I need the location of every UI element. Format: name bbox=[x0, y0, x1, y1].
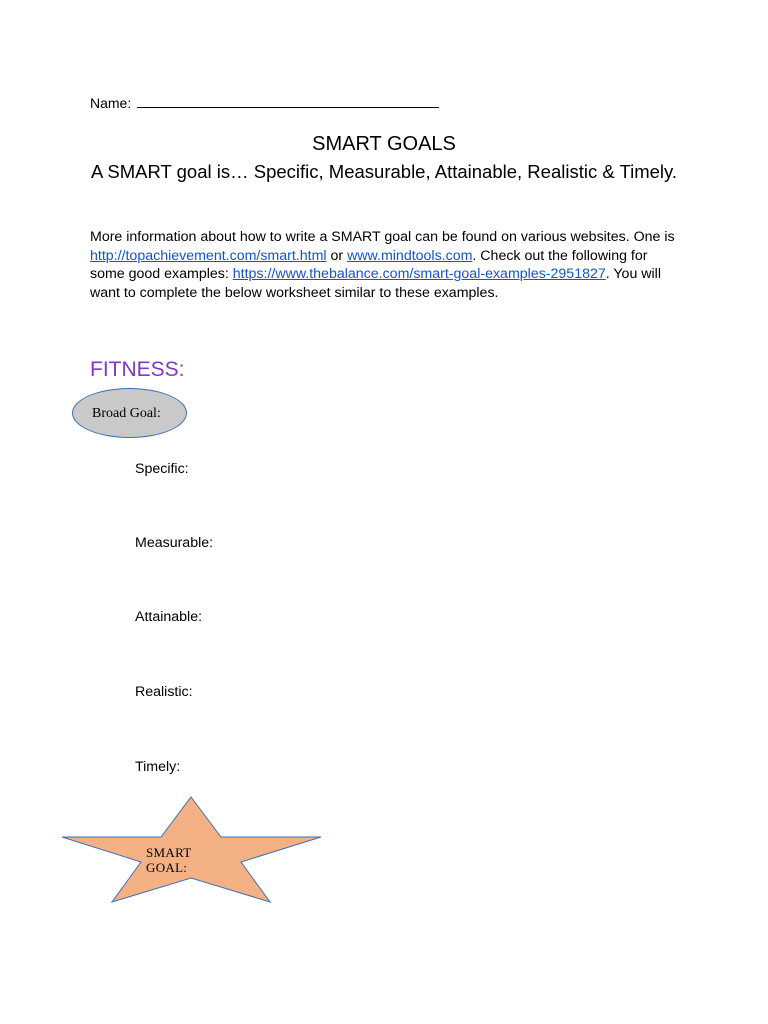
smart-goal-star bbox=[61, 796, 323, 904]
realistic-label: Realistic: bbox=[135, 684, 193, 700]
intro-text-1: More information about how to write a SMART goal can be found on various websites. One is bbox=[90, 229, 675, 245]
intro-text-3: . Check out the following for some good examples: bbox=[90, 247, 648, 282]
intro-paragraph bbox=[90, 228, 680, 302]
smart-goal-label bbox=[146, 845, 192, 875]
topachievement-link[interactable]: http://topachievement.com/smart.html bbox=[90, 247, 327, 264]
attainable-label: Attainable: bbox=[135, 609, 203, 625]
broad-goal-label: Broad Goal: bbox=[92, 406, 161, 421]
page-subtitle: A SMART goal is… Specific, Measurable, Attainable, Realistic & Timely. bbox=[90, 161, 678, 182]
timely-label: Timely: bbox=[135, 759, 181, 775]
name-label: Name: bbox=[90, 95, 132, 111]
star-shape bbox=[61, 796, 323, 904]
specific-label: Specific: bbox=[135, 461, 189, 477]
page-title: SMART GOALS bbox=[312, 133, 456, 155]
measurable-label: Measurable: bbox=[135, 535, 214, 551]
name-blank-line[interactable] bbox=[137, 94, 439, 108]
name-field[interactable] bbox=[90, 94, 439, 111]
smart-goal-label-line-2: GOAL: bbox=[146, 860, 188, 875]
broad-goal-oval bbox=[72, 388, 187, 438]
intro-text-4: . You will want to complete the below worksheet similar to these examples. bbox=[90, 266, 661, 301]
intro-text-2: or bbox=[326, 247, 348, 264]
mindtools-link[interactable]: www.mindtools.com bbox=[347, 247, 473, 264]
smart-goal-label-line-1: SMART bbox=[146, 845, 192, 860]
thebalance-link[interactable]: https://www.thebalance.com/smart-goal-examples-2951827 bbox=[232, 266, 606, 282]
fitness-heading: FITNESS: bbox=[90, 358, 185, 381]
